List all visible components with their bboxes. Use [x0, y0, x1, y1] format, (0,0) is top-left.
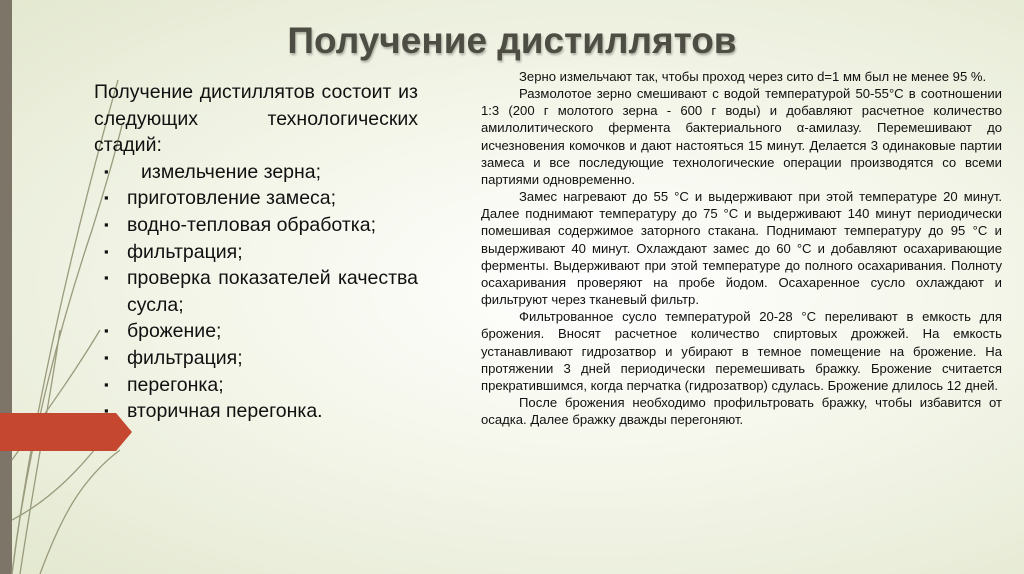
stages-list [94, 159, 418, 425]
list-item [94, 372, 418, 399]
stages-column [94, 79, 418, 425]
bullet-icon: ▪ [104, 163, 109, 179]
stages-intro: Получение дистиллятов состоит из следующих технологических стадий: [94, 81, 418, 157]
list-item [94, 239, 418, 266]
bullet-icon: ▪ [104, 216, 109, 232]
stage-text: фильтрация; [127, 240, 243, 263]
stage-text: фильтрация; [127, 346, 243, 369]
stage-text: измельчение зерна; [141, 160, 322, 183]
paragraph-heating: Замес нагревают до 55 °С и выдерживают при этой температуре 20 минут. Далее поднимают температуру до 75 °С и выдерживают 140 минут периодически помешивая содержимое заторного стакана. Поднимают температуру до 95 °С и выдерживают 40 минут. Охлаждают замес до 60 °С и добавляют осахаривающие ферменты. Выдерживают при этой температуре до полного осахаривания. Полноту осахаривания проверяют на пробе йодом. Осахаренное сусло охлаждают и фильтруют через тканевый фильтр. [481, 189, 1002, 308]
list-item [94, 265, 418, 318]
decor-line-3 [20, 330, 60, 574]
list-item [94, 212, 418, 239]
bullet-icon: ▪ [104, 190, 109, 206]
list-item [94, 185, 418, 212]
list-item [94, 318, 418, 345]
list-item [94, 345, 418, 372]
stage-text: проверка показателей качества сусла; [127, 267, 418, 316]
paragraph-fermentation: Фильтрованное сусло температурой 20-28 °С переливают в емкость для брожения. Вносят расчетное количество спиртовых дрожжей. На емкость устанавливают гидрозатвор и убирают в темное помещение на брожение. На протяжении 3 дней периодически перемешивать бражку. Брожение считается прекратившимся, когда перчатка (гидрозатвор) сдулась. Брожение длилось 12 дней. [481, 309, 1002, 393]
decor-line-6 [40, 450, 120, 574]
slide-title: Получение дистиллятов [287, 20, 737, 61]
bullet-icon: ▪ [104, 403, 109, 419]
paragraph-distillation: После брожения необходимо профильтровать бражку, чтобы избавится от осадка. Далее бражку дважды перегоняют. [481, 394, 1002, 428]
bullet-icon: ▪ [104, 323, 109, 339]
stage-text: водно-тепловая обработка; [127, 213, 377, 236]
list-item [94, 159, 418, 186]
paragraph-mash: Размолотое зерно смешивают с водой температурой 50-55°С в соотношении 1:3 (200 г молотого зерна - 600 г воды) и добавляют расчетное количество амилолитического фермента бактериального α-амилазу. Перемешивают до исчезновения комочков и дают настояться 15 минут. Делается 3 одинаковые партии замеса и все последующие технологические операции производятся со всеми партиями одновременно. [481, 86, 1002, 187]
list-item [94, 398, 418, 425]
bullet-icon: ▪ [104, 349, 109, 365]
stage-text: перегонка; [127, 373, 224, 396]
procedure-text [481, 68, 1002, 428]
bullet-icon: ▪ [104, 243, 109, 259]
bullet-icon: ▪ [104, 376, 109, 392]
stage-text: приготовление замеса; [127, 187, 337, 210]
bullet-icon: ▪ [104, 270, 109, 286]
paragraph-grinding: Зерно измельчают так, чтобы проход через сито d=1 мм был не менее 95 %. [519, 69, 987, 84]
stage-text: брожение; [127, 320, 222, 343]
stage-text: вторичная перегонка. [127, 400, 323, 423]
